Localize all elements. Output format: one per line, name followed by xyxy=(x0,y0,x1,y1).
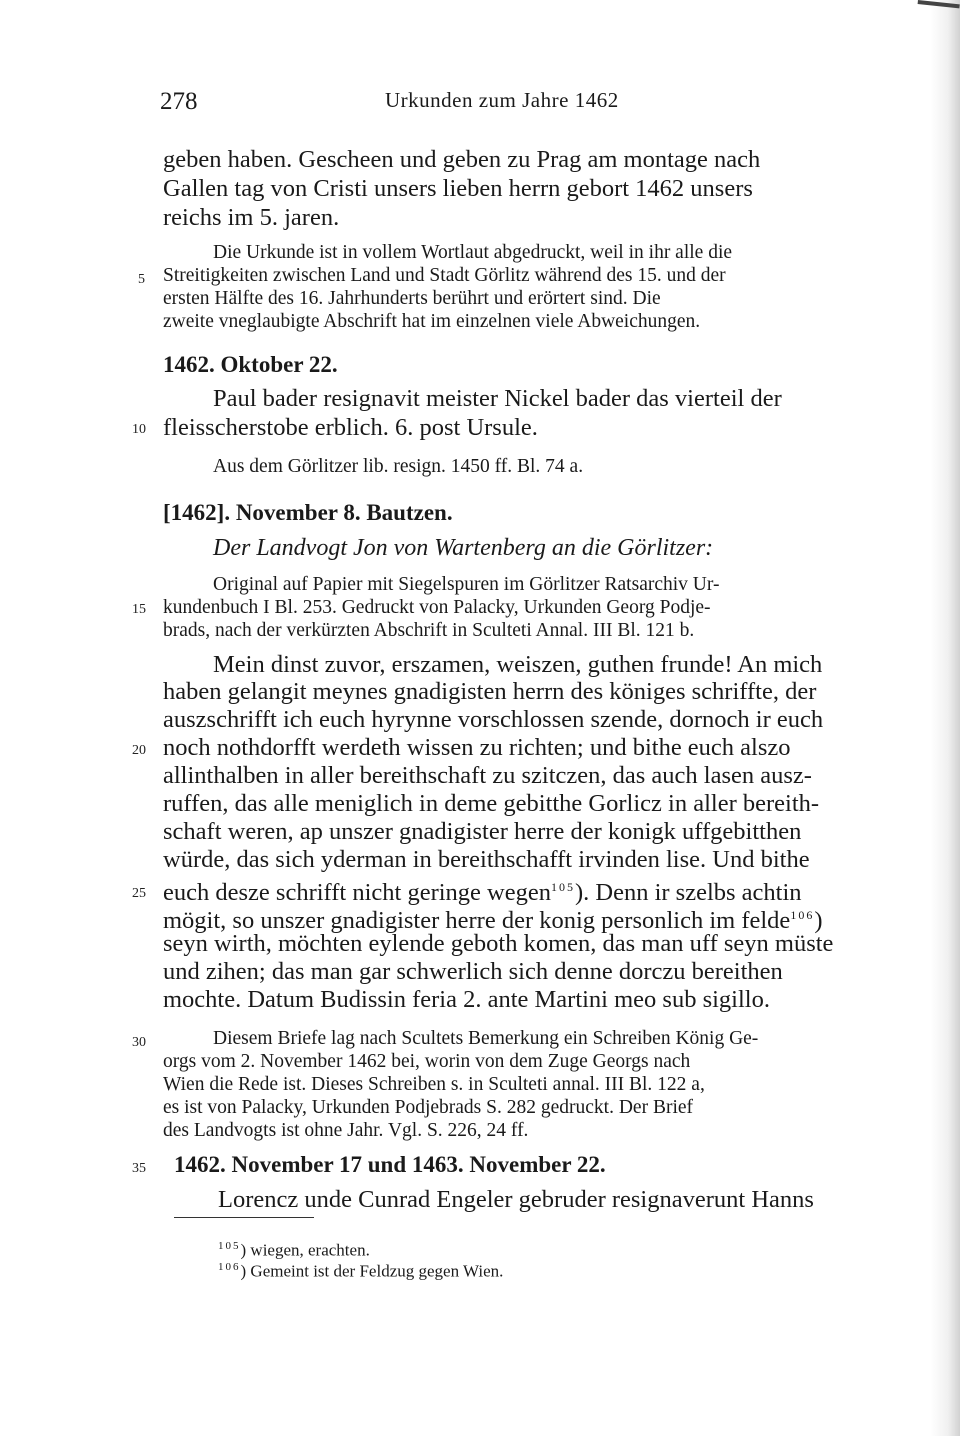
text-line: und zihen; das man gar schwerlich sich denne dorczu bereithen xyxy=(163,958,783,985)
source-line: kundenbuch I Bl. 253. Gedruckt von Palacky, Urkunden Georg Podje- xyxy=(163,597,711,618)
page-corner-mark xyxy=(916,0,960,22)
footnote-text: ) wiegen, erachten. xyxy=(240,1240,370,1260)
line-number: 35 xyxy=(132,1161,146,1176)
line-number: 5 xyxy=(138,272,145,287)
text-line: Lorencz unde Cunrad Engeler gebruder resignaverunt Hanns xyxy=(218,1186,814,1213)
text-line: Paul bader resignavit meister Nickel bader das vierteil der xyxy=(213,385,782,412)
page-edge-shadow xyxy=(930,0,960,1436)
text-line: schaft weren, ap unszer gnadigister herre der konigk uffgebitthen xyxy=(163,818,802,845)
footnote-text: ) Gemeint ist der Feldzug gegen Wien. xyxy=(240,1261,504,1281)
text-line: fleisscherstobe erblich. 6. post Ursule. xyxy=(163,414,538,441)
note-line: Diesem Briefe lag nach Scultets Bemerkung ein Schreiben König Ge- xyxy=(213,1028,759,1049)
text-line: seyn wirth, möchten eylende geboth komen, das man uff seyn müste xyxy=(163,930,834,957)
note-line: zweite vneglaubigte Abschrift hat im einzelnen viele Abweichungen. xyxy=(163,311,701,332)
note-line: es ist von Palacky, Urkunden Podjebrads S. 282 gedruckt. Der Brief xyxy=(163,1097,694,1118)
note-line: Wien die Rede ist. Dieses Schreiben s. in Sculteti annal. III Bl. 122 a, xyxy=(163,1074,705,1095)
source-line: brads, nach der verkürzten Abschrift in Sculteti Annal. III Bl. 121 b. xyxy=(163,620,695,641)
line-number: 25 xyxy=(132,886,146,901)
text-segment: euch desze schrifft nicht geringe wegen xyxy=(163,879,551,907)
line-number: 20 xyxy=(132,743,146,758)
note-line: orgs vom 2. November 1462 bei, worin von dem Zuge Georgs nach xyxy=(163,1051,691,1072)
footnote-number: 106 xyxy=(218,1261,241,1273)
footnote-number: 105 xyxy=(218,1240,241,1252)
text-line: haben gelangit meynes gnadigisten herrn des königes schriffte, der xyxy=(163,678,817,705)
text-line: mochte. Datum Budissin feria 2. ante Martini meo sub sigillo. xyxy=(163,986,770,1013)
line-number: 15 xyxy=(132,602,146,617)
footnote xyxy=(218,1257,503,1282)
entry-heading: 1462. Oktober 22. xyxy=(163,352,338,377)
source-line: Aus dem Görlitzer lib. resign. 1450 ff. Bl. 74 a. xyxy=(213,456,584,477)
text-segment: ) xyxy=(814,907,823,935)
text-segment: ). Denn ir szelbs achtin xyxy=(574,879,802,907)
footnote-marker[interactable]: 106 xyxy=(790,908,815,922)
text-segment: mögit, so unszer gnadigister herre der konig personlich im felde xyxy=(163,907,791,935)
text-line: geben haben. Gescheen und geben zu Prag am montage nach xyxy=(163,146,761,173)
entry-title: Der Landvogt Jon von Wartenberg an die Görlitzer: xyxy=(213,535,714,561)
source-line: Original auf Papier mit Siegelspuren im Görlitzer Ratsarchiv Ur- xyxy=(213,574,720,595)
running-title: Urkunden zum Jahre 1462 xyxy=(385,88,619,112)
text-line: würde, das sich yderman in bereithschafft irvinden lise. Und bithe xyxy=(163,846,810,873)
text-line: reichs im 5. jaren. xyxy=(163,204,340,231)
page-number: 278 xyxy=(160,88,198,115)
text-line: auszschrifft ich euch hyrynne vorschlossen szende, dornoch ir euch xyxy=(163,706,824,733)
note-line: ersten Hälfte des 16. Jahrhunderts berührt und erörtert sind. Die xyxy=(163,288,661,309)
text-line: ruffen, das alle meniglich in deme gebitthe Gorlicz in aller bereith- xyxy=(163,790,820,817)
text-line: Mein dinst zuvor, erszamen, weiszen, guthen frunde! An mich xyxy=(213,651,823,678)
note-line: Streitigkeiten zwischen Land und Stadt Görlitz während des 15. und der xyxy=(163,265,726,286)
note-line: des Landvogts ist ohne Jahr. Vgl. S. 226, 24 ff. xyxy=(163,1120,529,1141)
line-number: 30 xyxy=(132,1035,146,1050)
line-number: 10 xyxy=(132,422,146,437)
text-line: allinthalben in aller bereithschaft zu szitczen, das auch lasen ausz- xyxy=(163,762,812,789)
text-line: Gallen tag von Cristi unsers lieben herrn gebort 1462 unsers xyxy=(163,175,753,202)
note-line: Die Urkunde ist in vollem Wortlaut abgedruckt, weil in ihr alle die xyxy=(213,242,733,263)
entry-heading: [1462]. November 8. Bautzen. xyxy=(163,500,453,525)
footnote-rule xyxy=(174,1217,314,1218)
entry-heading: 1462. November 17 und 1463. November 22. xyxy=(174,1152,606,1177)
footnote-marker[interactable]: 105 xyxy=(550,880,575,894)
text-line: noch nothdorfft werdeth wissen zu richten; und bithe euch alszo xyxy=(163,734,791,761)
